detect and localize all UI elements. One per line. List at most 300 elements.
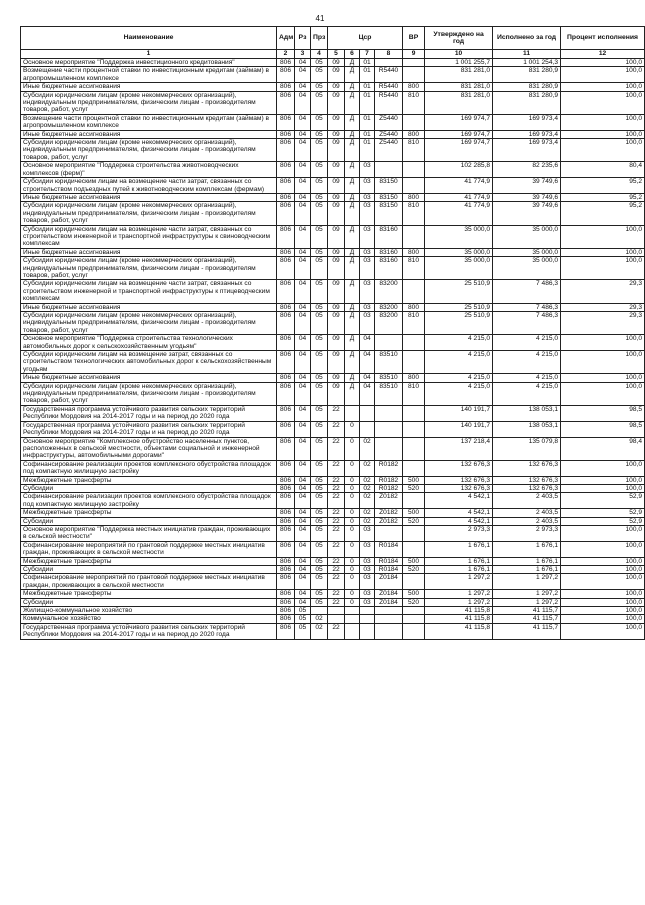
- row-rz: 04: [295, 59, 311, 67]
- row-csr-2: 0: [345, 460, 360, 476]
- row-percent: 29,3: [561, 312, 645, 335]
- row-prz: 05: [311, 574, 328, 590]
- row-rz: 04: [295, 566, 311, 574]
- row-percent: 100,0: [561, 566, 645, 574]
- row-percent: 52,9: [561, 517, 645, 525]
- row-name: Межбюджетные трансферты: [21, 557, 277, 565]
- row-vr: 800: [403, 193, 425, 201]
- table-row: [21, 67, 645, 83]
- table-row: [21, 351, 645, 374]
- row-adm: 806: [277, 67, 295, 83]
- row-adm: 806: [277, 623, 295, 639]
- row-adm: 806: [277, 162, 295, 178]
- row-csr-3: 01: [360, 83, 375, 91]
- row-csr-2: Д: [345, 114, 360, 130]
- row-vr: [403, 59, 425, 67]
- row-csr-1: 22: [328, 421, 345, 437]
- row-csr-code: Z0182: [375, 493, 403, 509]
- row-csr-code: R0184: [375, 566, 403, 574]
- row-adm: 806: [277, 374, 295, 382]
- row-name: Межбюджетные трансферты: [21, 509, 277, 517]
- row-prz: 05: [311, 493, 328, 509]
- row-vr: 810: [403, 91, 425, 114]
- row-prz: 05: [311, 130, 328, 138]
- row-approved: 169 974,7: [425, 139, 493, 162]
- row-approved: 1 001 255,7: [425, 59, 493, 67]
- row-executed: 39 749,6: [493, 202, 561, 225]
- row-percent: 100,0: [561, 225, 645, 248]
- row-vr: [403, 280, 425, 303]
- row-percent: 80,4: [561, 162, 645, 178]
- table-row: [21, 83, 645, 91]
- row-rz: 04: [295, 493, 311, 509]
- row-executed: 2 403,5: [493, 517, 561, 525]
- row-executed: 831 280,9: [493, 91, 561, 114]
- row-approved: 831 281,0: [425, 67, 493, 83]
- table-row: [21, 509, 645, 517]
- row-csr-3: 03: [360, 225, 375, 248]
- row-csr-3: 04: [360, 382, 375, 405]
- row-percent: 29,3: [561, 303, 645, 311]
- row-rz: 04: [295, 83, 311, 91]
- row-approved: 25 510,9: [425, 280, 493, 303]
- row-prz: 05: [311, 312, 328, 335]
- row-executed: 138 053,1: [493, 405, 561, 421]
- row-prz: 05: [311, 525, 328, 541]
- row-adm: 806: [277, 517, 295, 525]
- row-csr-1: 09: [328, 248, 345, 256]
- row-rz: 04: [295, 139, 311, 162]
- row-csr-2: 0: [345, 598, 360, 606]
- row-adm: 806: [277, 193, 295, 201]
- row-csr-2: 0: [345, 525, 360, 541]
- row-csr-1: 09: [328, 202, 345, 225]
- row-percent: 95,2: [561, 193, 645, 201]
- table-row: [21, 162, 645, 178]
- row-approved: 4 215,0: [425, 374, 493, 382]
- row-csr-code: Z0184: [375, 574, 403, 590]
- row-executed: 7 486,3: [493, 280, 561, 303]
- row-csr-code: 83510: [375, 351, 403, 374]
- row-rz: 04: [295, 91, 311, 114]
- col-number: 2: [277, 50, 295, 59]
- row-vr: [403, 615, 425, 623]
- row-vr: 800: [403, 130, 425, 138]
- row-prz: 05: [311, 351, 328, 374]
- row-csr-code: [375, 335, 403, 351]
- row-percent: 100,0: [561, 374, 645, 382]
- row-csr-1: 09: [328, 374, 345, 382]
- row-percent: 100,0: [561, 557, 645, 565]
- row-adm: 806: [277, 437, 295, 460]
- row-vr: [403, 574, 425, 590]
- row-csr-2: Д: [345, 248, 360, 256]
- row-approved: 1 676,1: [425, 566, 493, 574]
- row-executed: 2 973,3: [493, 525, 561, 541]
- row-csr-1: 09: [328, 162, 345, 178]
- row-prz: 05: [311, 83, 328, 91]
- row-name: Государственная программа устойчивого развития сельских территорий Республики Мордовия на 2014-2017 годы и на период до 2020 года: [21, 421, 277, 437]
- row-executed: 138 053,1: [493, 421, 561, 437]
- row-executed: 169 973,4: [493, 130, 561, 138]
- row-rz: 05: [295, 615, 311, 623]
- row-csr-1: 09: [328, 312, 345, 335]
- row-csr-2: 0: [345, 421, 360, 437]
- page-number: 41: [315, 14, 325, 23]
- row-approved: 41 115,8: [425, 623, 493, 639]
- row-csr-2: Д: [345, 83, 360, 91]
- row-csr-code: 83510: [375, 374, 403, 382]
- row-csr-1: 22: [328, 541, 345, 557]
- row-csr-1: 09: [328, 91, 345, 114]
- row-csr-1: 22: [328, 493, 345, 509]
- row-approved: 1 297,2: [425, 590, 493, 598]
- table-row: [21, 312, 645, 335]
- row-rz: 04: [295, 517, 311, 525]
- row-vr: [403, 351, 425, 374]
- row-vr: 520: [403, 566, 425, 574]
- row-csr-3: 01: [360, 91, 375, 114]
- row-approved: 169 974,7: [425, 114, 493, 130]
- row-name: Межбюджетные трансферты: [21, 590, 277, 598]
- row-percent: 100,0: [561, 590, 645, 598]
- row-vr: 810: [403, 382, 425, 405]
- row-adm: 806: [277, 59, 295, 67]
- table-row: [21, 484, 645, 492]
- row-name: Субсидии юридическим лицам (кроме некоммерческих организаций), индивидуальным предпринимателям, физическим лицам - производителям товаров, работ, услуг: [21, 139, 277, 162]
- row-csr-1: 22: [328, 437, 345, 460]
- row-rz: 04: [295, 590, 311, 598]
- row-percent: 100,0: [561, 382, 645, 405]
- row-name: Возмещение части процентной ставки по инвестиционным кредитам (займам) в агропромышленном комплексе: [21, 114, 277, 130]
- row-executed: 135 079,8: [493, 437, 561, 460]
- row-csr-1: 09: [328, 303, 345, 311]
- row-rz: 04: [295, 225, 311, 248]
- row-adm: 806: [277, 590, 295, 598]
- row-executed: 1 297,2: [493, 590, 561, 598]
- row-adm: 806: [277, 139, 295, 162]
- row-rz: 04: [295, 476, 311, 484]
- row-adm: 806: [277, 541, 295, 557]
- row-csr-1: 09: [328, 178, 345, 194]
- row-csr-code: [375, 623, 403, 639]
- table-row: [21, 225, 645, 248]
- row-name: Основное мероприятие "Поддержка строительства технологических автомобильных дорог к сельскохозяйственным угодьям": [21, 335, 277, 351]
- row-percent: 100,0: [561, 525, 645, 541]
- row-csr-1: 09: [328, 67, 345, 83]
- row-adm: 806: [277, 493, 295, 509]
- row-rz: 04: [295, 67, 311, 83]
- row-prz: 05: [311, 590, 328, 598]
- row-csr-code: Z5440: [375, 130, 403, 138]
- row-csr-code: [375, 607, 403, 615]
- row-csr-3: 01: [360, 67, 375, 83]
- row-name: Основное мероприятие "Поддержка строительства животноводческих комплексов (ферм)": [21, 162, 277, 178]
- row-csr-1: [328, 615, 345, 623]
- row-vr: 800: [403, 83, 425, 91]
- row-approved: 41 774,9: [425, 178, 493, 194]
- row-executed: 35 000,0: [493, 225, 561, 248]
- row-executed: 1 676,1: [493, 566, 561, 574]
- row-csr-code: R5440: [375, 83, 403, 91]
- row-prz: 05: [311, 139, 328, 162]
- row-rz: 04: [295, 405, 311, 421]
- row-csr-3: 02: [360, 476, 375, 484]
- row-csr-3: [360, 607, 375, 615]
- row-csr-code: R0182: [375, 460, 403, 476]
- row-name: Субсидии: [21, 484, 277, 492]
- row-csr-code: Z0182: [375, 517, 403, 525]
- row-csr-code: [375, 59, 403, 67]
- row-approved: 4 542,1: [425, 509, 493, 517]
- row-percent: 100,0: [561, 335, 645, 351]
- row-name: Субсидии: [21, 566, 277, 574]
- row-csr-3: [360, 623, 375, 639]
- row-rz: 04: [295, 525, 311, 541]
- row-csr-1: [328, 607, 345, 615]
- row-prz: 02: [311, 623, 328, 639]
- row-adm: 806: [277, 509, 295, 517]
- row-name: Софинансирование мероприятий по грантовой поддержке местных инициатив граждан, проживающих в сельской местности: [21, 574, 277, 590]
- row-csr-3: 03: [360, 590, 375, 598]
- row-vr: [403, 460, 425, 476]
- row-rz: 04: [295, 437, 311, 460]
- row-prz: 05: [311, 405, 328, 421]
- row-percent: 100,0: [561, 460, 645, 476]
- table-row: [21, 303, 645, 311]
- row-executed: 169 973,4: [493, 114, 561, 130]
- col-header-name: Наименование: [21, 27, 277, 50]
- row-executed: 7 486,3: [493, 303, 561, 311]
- row-name: Субсидии юридическим лицам (кроме некоммерческих организаций), индивидуальным предпринимателям, физическим лицам - производителям товаров, работ, услуг: [21, 257, 277, 280]
- row-prz: 05: [311, 225, 328, 248]
- col-header-executed: Исполнено за год: [493, 27, 561, 50]
- table-row: [21, 493, 645, 509]
- row-vr: 500: [403, 590, 425, 598]
- row-vr: 500: [403, 476, 425, 484]
- row-csr-1: 22: [328, 623, 345, 639]
- row-adm: 806: [277, 382, 295, 405]
- row-executed: 1 676,1: [493, 557, 561, 565]
- row-vr: 810: [403, 139, 425, 162]
- row-approved: 137 218,4: [425, 437, 493, 460]
- row-csr-code: 83200: [375, 280, 403, 303]
- row-csr-2: Д: [345, 280, 360, 303]
- row-adm: 806: [277, 202, 295, 225]
- row-approved: 1 676,1: [425, 541, 493, 557]
- row-percent: 98,5: [561, 405, 645, 421]
- row-csr-code: R0184: [375, 557, 403, 565]
- row-name: Субсидии юридическим лицам на возмещение части затрат, связанных со строительством подъездных путей к животноводческим комплексам (фермам): [21, 178, 277, 194]
- row-approved: 25 510,9: [425, 312, 493, 335]
- row-csr-3: 02: [360, 509, 375, 517]
- row-csr-2: [345, 405, 360, 421]
- table-row: [21, 541, 645, 557]
- row-rz: 04: [295, 421, 311, 437]
- row-percent: 100,0: [561, 598, 645, 606]
- row-csr-2: 0: [345, 541, 360, 557]
- row-vr: [403, 67, 425, 83]
- row-prz: 05: [311, 541, 328, 557]
- row-csr-1: 22: [328, 574, 345, 590]
- table-body: [21, 59, 645, 640]
- row-name: Субсидии юридическим лицам на возмещение части затрат, связанных со строительством инженерной и транспортной инфраструктуры к птицеводческим комплексам: [21, 280, 277, 303]
- row-csr-code: 83510: [375, 382, 403, 405]
- row-executed: 2 403,5: [493, 493, 561, 509]
- row-vr: [403, 421, 425, 437]
- row-name: Софинансирование реализации проектов комплексного обустройства площадок под компактную жилищную застройку: [21, 460, 277, 476]
- row-csr-2: Д: [345, 91, 360, 114]
- table-row: [21, 421, 645, 437]
- row-executed: 39 749,6: [493, 178, 561, 194]
- row-csr-code: 83150: [375, 193, 403, 201]
- row-prz: 05: [311, 460, 328, 476]
- row-csr-code: Z0184: [375, 590, 403, 598]
- row-prz: 05: [311, 557, 328, 565]
- table-row: [21, 460, 645, 476]
- row-adm: 806: [277, 598, 295, 606]
- row-adm: 806: [277, 574, 295, 590]
- row-csr-3: 03: [360, 525, 375, 541]
- table-row: [21, 280, 645, 303]
- col-number: 10: [425, 50, 493, 59]
- row-csr-1: 22: [328, 517, 345, 525]
- row-csr-code: R0184: [375, 541, 403, 557]
- row-csr-code: [375, 162, 403, 178]
- row-approved: 4 215,0: [425, 351, 493, 374]
- row-approved: 41 115,8: [425, 607, 493, 615]
- row-executed: 41 115,7: [493, 615, 561, 623]
- table-row: [21, 59, 645, 67]
- table-row: [21, 615, 645, 623]
- table-row: [21, 623, 645, 639]
- row-adm: 806: [277, 91, 295, 114]
- row-adm: 806: [277, 476, 295, 484]
- row-csr-1: 09: [328, 59, 345, 67]
- row-name: Софинансирование реализации проектов комплексного обустройства площадок под компактную жилищную застройку: [21, 493, 277, 509]
- row-csr-3: 03: [360, 193, 375, 201]
- row-csr-2: [345, 623, 360, 639]
- row-vr: [403, 405, 425, 421]
- row-csr-3: 02: [360, 460, 375, 476]
- row-csr-2: 0: [345, 509, 360, 517]
- row-rz: 04: [295, 374, 311, 382]
- row-adm: 806: [277, 280, 295, 303]
- row-approved: 140 191,7: [425, 405, 493, 421]
- row-csr-3: 04: [360, 374, 375, 382]
- row-csr-code: 83160: [375, 225, 403, 248]
- row-csr-code: 83160: [375, 257, 403, 280]
- row-name: Иные бюджетные ассигнования: [21, 193, 277, 201]
- row-executed: 4 215,0: [493, 335, 561, 351]
- row-csr-1: 09: [328, 225, 345, 248]
- row-percent: 98,5: [561, 421, 645, 437]
- row-csr-3: 03: [360, 312, 375, 335]
- row-prz: 05: [311, 476, 328, 484]
- row-executed: 41 115,7: [493, 607, 561, 615]
- col-header-prz: Прз: [311, 27, 328, 50]
- row-prz: 05: [311, 382, 328, 405]
- row-adm: 806: [277, 114, 295, 130]
- row-adm: 806: [277, 607, 295, 615]
- row-name: Субсидии юридическим лицам (кроме некоммерческих организаций), индивидуальным предпринимателям, физическим лицам - производителям товаров, работ, услуг: [21, 202, 277, 225]
- row-name: Субсидии юридическим лицам (кроме некоммерческих организаций), индивидуальным предпринимателям, физическим лицам - производителям товаров, работ, услуг: [21, 91, 277, 114]
- table-row: [21, 525, 645, 541]
- row-approved: 1 297,2: [425, 598, 493, 606]
- row-csr-code: [375, 437, 403, 460]
- row-prz: 05: [311, 59, 328, 67]
- row-percent: 95,2: [561, 178, 645, 194]
- row-csr-2: Д: [345, 193, 360, 201]
- row-prz: 05: [311, 202, 328, 225]
- row-csr-1: 22: [328, 405, 345, 421]
- row-csr-code: 83200: [375, 303, 403, 311]
- row-csr-3: 03: [360, 598, 375, 606]
- row-csr-3: 03: [360, 541, 375, 557]
- row-name: Субсидии юридическим лицам (кроме некоммерческих организаций), индивидуальным предпринимателям, физическим лицам - производителям товаров, работ, услуг: [21, 382, 277, 405]
- row-csr-2: 0: [345, 557, 360, 565]
- row-percent: 100,0: [561, 91, 645, 114]
- row-rz: 04: [295, 460, 311, 476]
- row-percent: 29,3: [561, 280, 645, 303]
- row-csr-2: Д: [345, 257, 360, 280]
- row-name: Государственная программа устойчивого развития сельских территорий Республики Мордовия на 2014-2017 годы и на период до 2020 года: [21, 405, 277, 421]
- row-name: Коммунальное хозяйство: [21, 615, 277, 623]
- table-row: [21, 139, 645, 162]
- row-vr: [403, 114, 425, 130]
- row-csr-2: Д: [345, 130, 360, 138]
- row-csr-1: 22: [328, 460, 345, 476]
- row-csr-3: 03: [360, 280, 375, 303]
- row-adm: 806: [277, 615, 295, 623]
- row-csr-code: [375, 525, 403, 541]
- col-header-percent: Процент исполнения: [561, 27, 645, 50]
- row-prz: 05: [311, 91, 328, 114]
- row-csr-2: 0: [345, 476, 360, 484]
- row-prz: 05: [311, 437, 328, 460]
- row-csr-3: 02: [360, 437, 375, 460]
- row-vr: [403, 607, 425, 615]
- col-number: 3: [295, 50, 311, 59]
- row-executed: 41 115,7: [493, 623, 561, 639]
- row-vr: [403, 623, 425, 639]
- row-name: Иные бюджетные ассигнования: [21, 303, 277, 311]
- col-number: 5: [328, 50, 345, 59]
- table-row: [21, 374, 645, 382]
- row-prz: 05: [311, 67, 328, 83]
- table-row: [21, 437, 645, 460]
- row-csr-1: 09: [328, 83, 345, 91]
- row-rz: 05: [295, 623, 311, 639]
- row-name: Возмещение части процентной ставки по инвестиционным кредитам (займам) в агропромышленном комплексе: [21, 67, 277, 83]
- row-csr-1: 09: [328, 335, 345, 351]
- row-csr-3: 02: [360, 517, 375, 525]
- row-csr-3: 03: [360, 162, 375, 178]
- row-executed: 4 215,0: [493, 382, 561, 405]
- row-rz: 04: [295, 280, 311, 303]
- row-prz: 05: [311, 178, 328, 194]
- col-header-adm: Адм: [277, 27, 295, 50]
- row-adm: 806: [277, 557, 295, 565]
- row-prz: 05: [311, 257, 328, 280]
- row-rz: 04: [295, 351, 311, 374]
- row-approved: 35 000,0: [425, 257, 493, 280]
- col-number: 12: [561, 50, 645, 59]
- row-adm: 806: [277, 248, 295, 256]
- row-percent: 100,0: [561, 541, 645, 557]
- row-csr-3: 03: [360, 202, 375, 225]
- col-header-approved: Утверждено на год: [425, 27, 493, 50]
